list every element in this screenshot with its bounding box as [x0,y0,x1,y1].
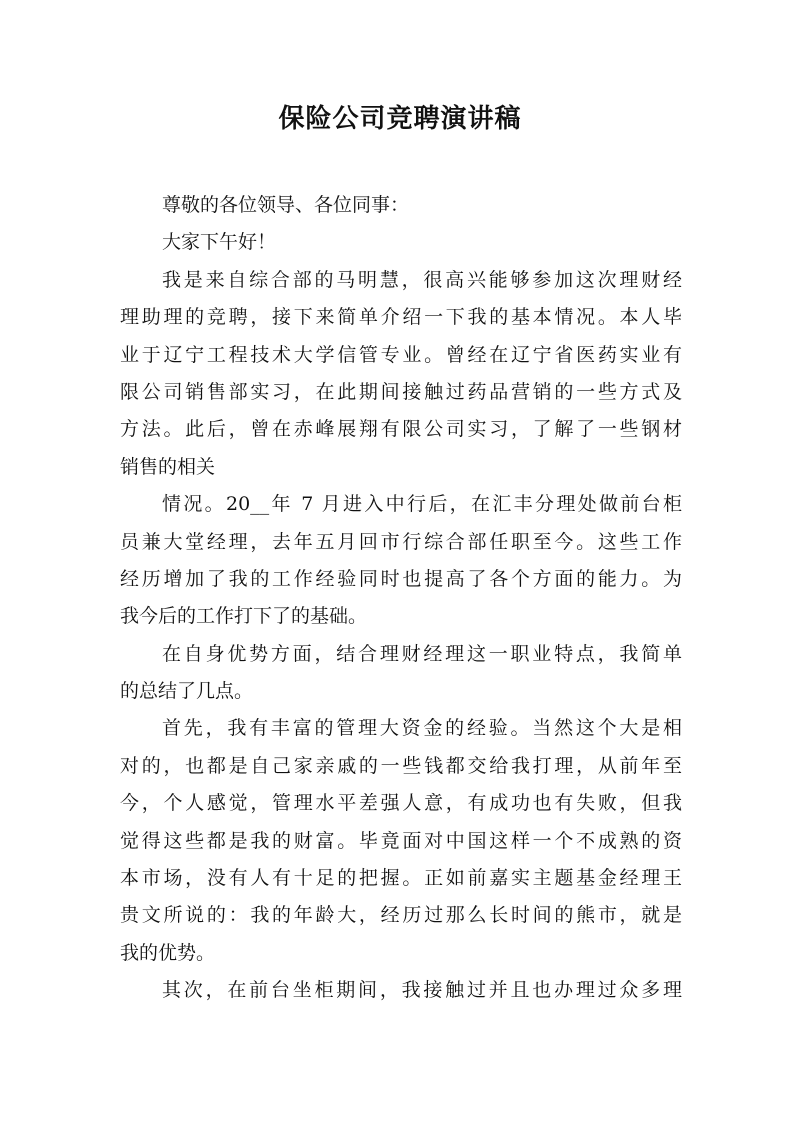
text-line: 觉得这些都是我的财富。毕竟面对中国这样一个不成熟的资 [120,829,682,852]
text-line: 员兼大堂经理，去年五月回市行综合部任职至今。这些工作 [120,530,682,553]
text-line: 大家下午好！ [162,231,277,254]
text-line: 情况。20__年 7 月进入中行后，在汇丰分理处做前台柜 [162,493,682,516]
document-body [120,187,682,1010]
text-line: 在自身优势方面，结合理财经理这一职业特点，我简单 [162,642,682,665]
text-line: 今，个人感觉，管理水平差强人意，有成功也有失败，但我 [120,792,682,815]
text-line: 方法。此后，曾在赤峰展翔有限公司实习，了解了一些钢材 [120,418,682,441]
text-line: 我是来自综合部的马明慧，很高兴能够参加这次理财经 [162,268,682,291]
text-line: 对的，也都是自己家亲戚的一些钱都交给我打理，从前年至 [120,754,682,777]
document-title: 保险公司竞聘演讲稿 [278,104,522,134]
text-line: 我今后的工作打下了的基础。 [120,605,368,628]
text-line: 其次，在前台坐柜期间，我接触过并且也办理过众多理 [162,979,682,1002]
text-line: 的总结了几点。 [120,680,254,703]
text-line: 尊敬的各位领导、各位同事： [162,194,410,216]
text-line: 我的优势。 [120,941,216,964]
text-line: 首先，我有丰富的管理大资金的经验。当然这个大是相 [162,717,682,740]
text-line: 理助理的竞聘，接下来简单介绍一下我的基本情况。本人毕 [120,306,682,329]
text-line: 业于辽宁工程技术大学信管专业。曾经在辽宁省医药实业有 [120,343,682,366]
text-line: 销售的相关 [120,455,216,478]
text-line: 限公司销售部实习，在此期间接触过药品营销的一些方式及 [120,380,682,403]
text-line: 贵文所说的：我的年龄大，经历过那么长时间的熊市，就是 [120,904,682,927]
text-line: 本市场，没有人有十足的把握。正如前嘉实主题基金经理王 [120,867,682,890]
text-line: 经历增加了我的工作经验同时也提高了各个方面的能力。为 [120,567,682,590]
